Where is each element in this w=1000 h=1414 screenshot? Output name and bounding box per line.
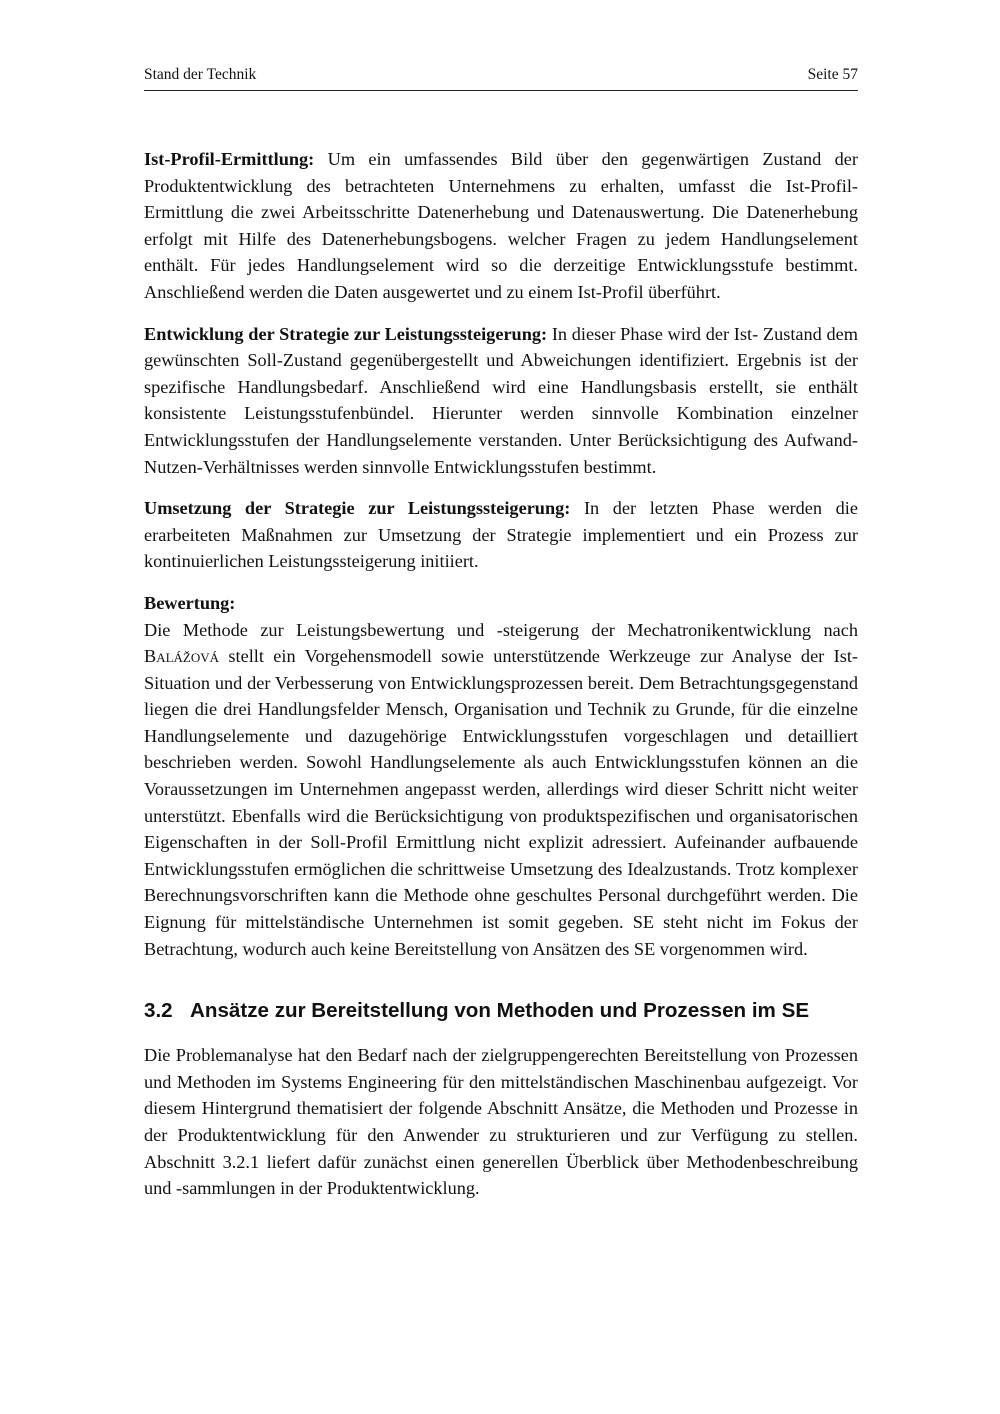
paragraph-title: Ist-Profil-Ermittlung: xyxy=(144,149,315,169)
paragraph-strategie-umsetzung xyxy=(144,495,858,575)
paragraph-title: Entwicklung der Strategie zur Leistungssteigerung: xyxy=(144,323,548,344)
paragraph-ist-profil-ermittlung xyxy=(144,146,858,306)
paragraph-section-intro xyxy=(144,1042,858,1202)
paragraph-bewertung xyxy=(144,590,858,962)
paragraph-text-after: stellt ein Vorgehensmodell sowie unterstützende Werkzeuge zur Analyse der Ist-Situation und der Verbesserung von Entwicklungsprozessen bereit. Dem Betrachtungsgegenstand liegen die drei Handlungsfelder Mensch, Organisation und Technik zu Grunde, für die einzelne Handlungselemente und dazugehörige Entwicklungsstufen vorgeschlagen und detailliert beschrieben werden. Sowohl Handlungselemente als auch Entwicklungsstufen können an die Voraussetzungen im Unternehmen angepasst werden, allerdings wird dieser Schritt nicht weiter unterstützt. Ebenfalls wird die Berücksichtigung von produktspezifischen und organisatorischen Eigenschaften in der Soll-Profil Ermittlung nicht explizit adressiert. Aufeinander aufbauende Entwicklungsstufen ermöglichen die schrittweise Umsetzung des Idealzustands. Trotz komplexer Berechnungsvorschriften kann die Methode ohne geschultes Personal durchgeführt werden. Die Eignung für mittelständische Unternehmen ist somit gegeben. SE steht nicht im Fokus der Betrachtung, wodurch auch keine Bereitstellung von Ansätzen des SE vorgenommen wird. xyxy=(144,646,858,959)
author-name: Balážová xyxy=(144,646,220,667)
section-number: 3.2 xyxy=(144,999,173,1023)
paragraph-text: In der letzten Phase werden die erarbeiteten Maßnahmen zur Umsetzung der Strategie implementiert und ein Prozess zur kontinuierlichen Leistungssteigerung initiiert. xyxy=(144,498,858,572)
page-header xyxy=(144,66,858,91)
paragraph-text: Um ein umfassendes Bild über den gegenwärtigen Zustand der Produktentwicklung des betrachteten Unternehmens zu erhalten, umfasst die Ist-Profil-Ermittlung die zwei Arbeitsschritte Datenerhebung und Datenauswertung. Die Datenerhebung erfolgt mit Hilfe des Datenerhebungsbogens. welcher Fragen zu jedem Handlungselement enthält. Für jedes Handlungselement wird so die derzeitige Entwicklungsstufe bestimmt. Anschließend werden die Daten ausgewertet und zu einem Ist-Profil überführt. xyxy=(144,149,858,302)
paragraph-text: In dieser Phase wird der Ist- Zustand dem gewünschten Soll-Zustand gegenübergestellt und Abweichungen identifiziert. Ergebnis ist der spezifische Handlungsbedarf. Anschließend wird eine Handlungsbasis erstellt, sie enthält konsistente Leistungsstufenbündel. Hierunter werden sinnvolle Kombination einzelner Entwicklungsstufen der Handlungselemente verstanden. Unter Berücksichtigung des Aufwand-Nutzen-Verhältnisses werden sinnvolle Entwicklungsstufen bestimmt. xyxy=(144,323,858,477)
section-heading xyxy=(144,998,858,1024)
page-body xyxy=(144,146,858,1217)
paragraph-title: Bewertung: xyxy=(144,592,236,613)
paragraph-text-before: Die Methode zur Leistungsbewertung und -steigerung der Mechatronikentwicklung nach xyxy=(144,619,858,640)
section-title: Ansätze zur Bereitstellung von Methoden und Prozessen im SE xyxy=(190,999,810,1023)
header-chapter-title: Stand der Technik xyxy=(144,66,257,83)
header-page-number: Seite 57 xyxy=(807,66,858,83)
paragraph-strategie-entwicklung xyxy=(144,321,858,481)
paragraph-title: Umsetzung der Strategie zur Leistungssteigerung: xyxy=(144,498,571,519)
paragraph-text: Die Problemanalyse hat den Bedarf nach der zielgruppengerechten Bereitstellung von Prozessen und Methoden im Systems Engineering für den mittelständischen Maschinenbau aufgezeigt. Vor diesem Hintergrund thematisiert der folgende Abschnitt Ansätze, die Methoden und Prozesse in der Produktentwicklung für den Anwender zu strukturieren und zur Verfügung zu stellen. Abschnitt 3.2.1 liefert dafür zunächst einen generellen Überblick über Methodenbeschreibung und -sammlungen in der Produktentwicklung. xyxy=(144,1045,858,1199)
